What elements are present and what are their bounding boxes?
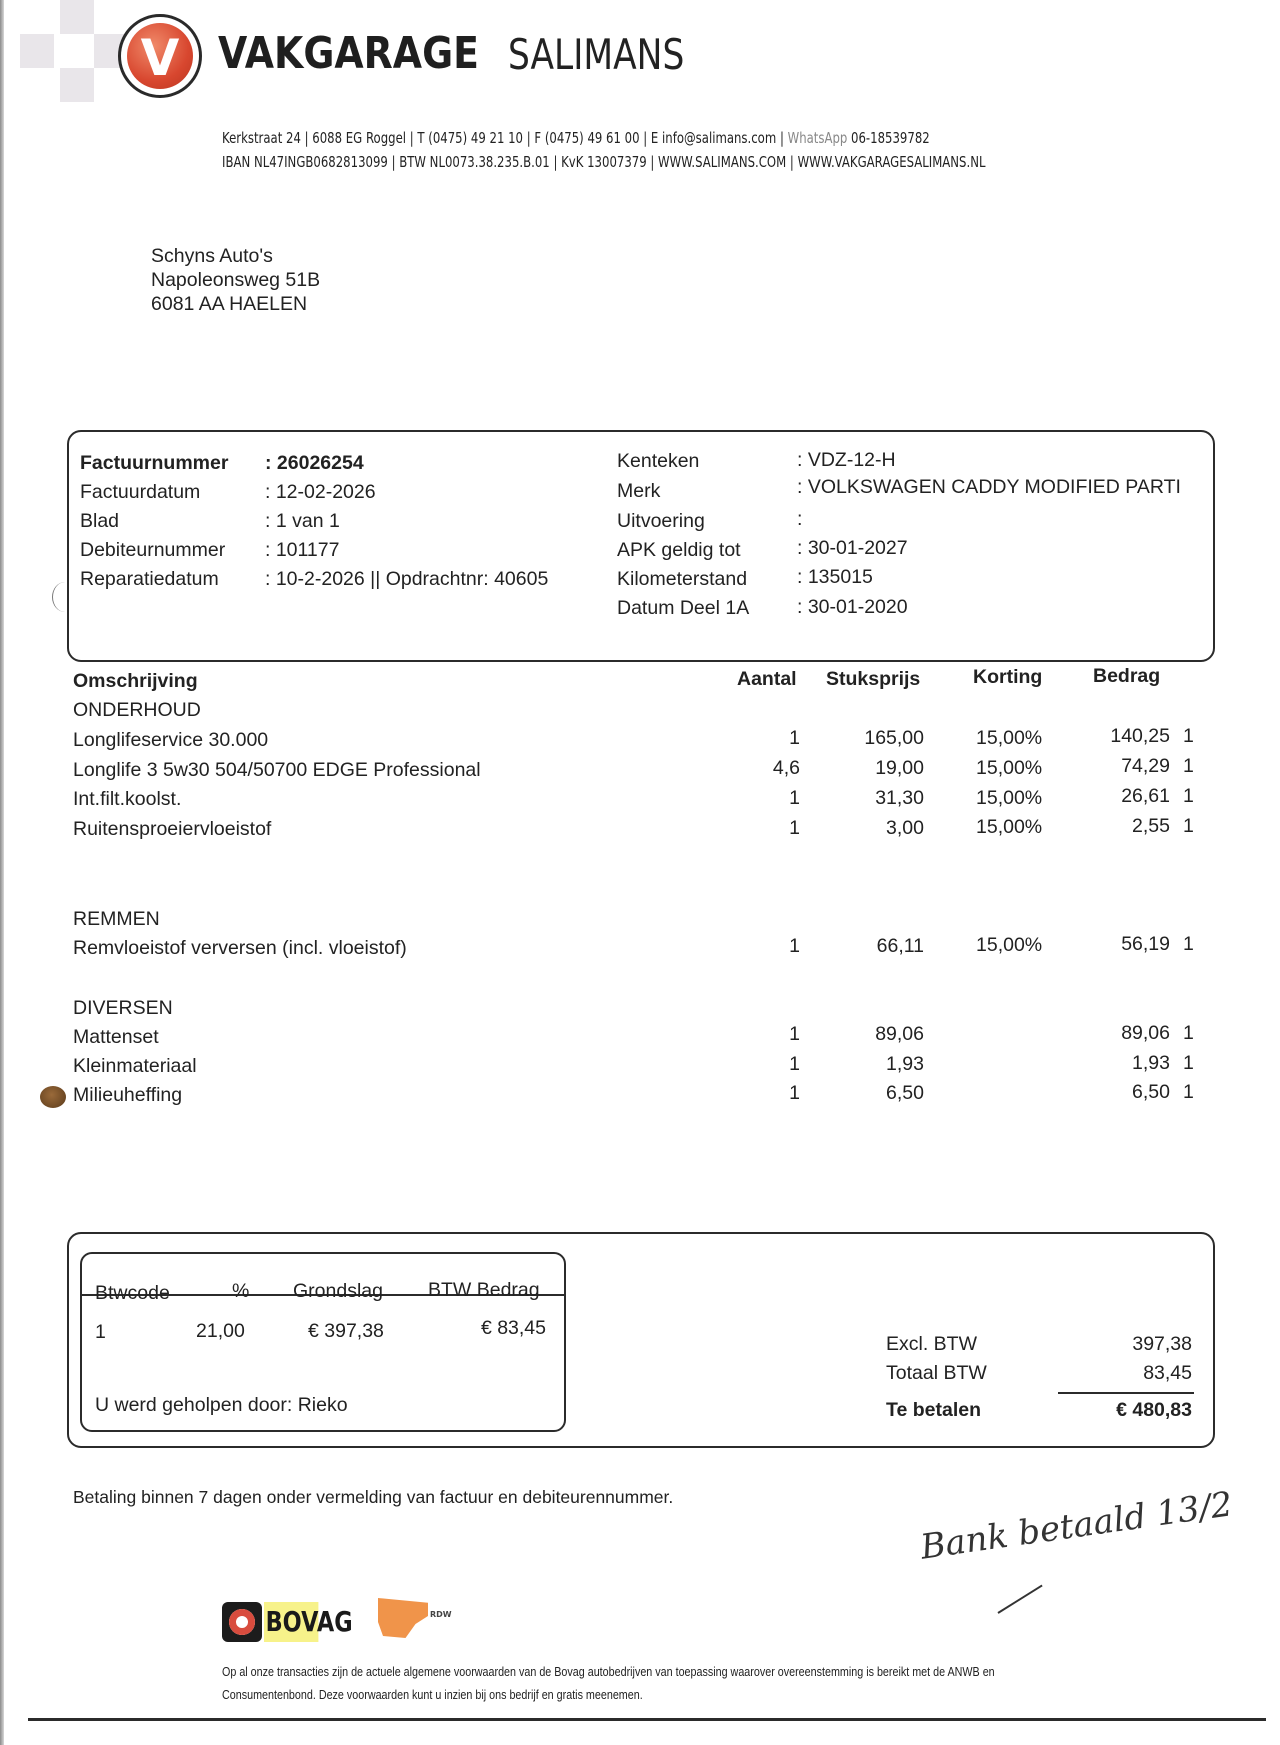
recipient-name: Schyns Auto's: [151, 245, 273, 267]
company-logo-icon: V: [118, 14, 202, 98]
margin-pen-mark: [52, 582, 78, 612]
row-unit-price: 66,11: [876, 935, 924, 957]
row-description: Longlife 3 5w30 504/50700 EDGE Professional: [73, 759, 481, 781]
row-quantity: 1: [789, 1082, 800, 1104]
mileage-label: Kilometerstand: [617, 568, 748, 590]
coffee-stain: [40, 1086, 66, 1108]
section-title: DIVERSEN: [73, 997, 173, 1019]
row-description: Kleinmateriaal: [73, 1055, 197, 1077]
vat-row-amount: € 83,45: [480, 1317, 546, 1339]
license-plate-label: Kenteken: [617, 450, 700, 472]
make-value: : VOLKSWAGEN CADDY MODIFIED PARTI: [797, 476, 1181, 498]
recipient-city: 6081 AA HAELEN: [151, 293, 308, 315]
row-unit-price: 6,50: [886, 1082, 924, 1104]
terms-line-1: Op al onze transacties zijn de actuele algemene voorwaarden van de Bovag autobedrijven van toepassing waarover overeenstemming is bereikt met de ANWB en: [222, 1665, 995, 1679]
rdw-logo: RDW: [378, 1598, 458, 1642]
terms-line-2: Consumentenbond. Deze voorwaarden kunt u inzien bij ons bedrijf en gratis meenemen.: [222, 1688, 643, 1702]
row-amount: 140,25: [1110, 725, 1170, 747]
row-description: Milieuheffing: [73, 1084, 183, 1106]
vat-header-code: Btwcode: [95, 1282, 170, 1304]
make-label: Merk: [617, 480, 661, 502]
row-vat-code: 1: [1183, 815, 1194, 837]
handwritten-paid-note: [918, 1484, 1235, 1638]
paper-edge: [0, 0, 4, 1745]
company-contact-line-2: IBAN NL47INGB0682813099 | BTW NL0073.38.235.B.01 | KvK 13007379 | WWW.SALIMANS.COM | WWW.VAKGARAGESALIMANS.NL: [222, 153, 986, 171]
rdw-emblem-icon: [378, 1598, 428, 1638]
row-amount: 6,50: [1132, 1081, 1170, 1103]
company-contact-line-1: Kerkstraat 24 | 6088 EG Roggel | T (0475) 49 21 10 | F (0475) 49 61 00 | E info@salimans.com | WhatsApp 06-18539782: [222, 129, 930, 147]
excl-vat-value: 397,38: [1132, 1333, 1192, 1355]
row-unit-price: 19,00: [875, 757, 924, 779]
amount-due-value: € 480,83: [1116, 1399, 1192, 1421]
total-vat-value: 83,45: [1143, 1362, 1192, 1384]
excl-vat-label: Excl. BTW: [886, 1333, 977, 1355]
row-vat-code: 1: [1183, 1081, 1194, 1103]
registration-date-value: : 30-01-2020: [797, 596, 908, 618]
company-brand-suffix: SALIMANS: [508, 30, 685, 79]
col-header-description: Omschrijving: [73, 670, 198, 692]
company-brand-name: VAKGARAGE: [218, 28, 480, 79]
col-header-quantity: Aantal: [737, 668, 797, 690]
handwritten-paid-note-text: Bank betaald 13/2: [918, 1484, 1235, 1568]
amount-due-label: Te betalen: [886, 1399, 981, 1421]
row-discount: 15,00%: [976, 757, 1043, 779]
section-title: ONDERHOUD: [73, 699, 201, 721]
row-amount: 74,29: [1121, 755, 1170, 777]
row-quantity: 1: [789, 787, 800, 809]
vat-header-base: Grondslag: [293, 1280, 383, 1302]
row-amount: 89,06: [1121, 1022, 1170, 1044]
vat-row-base: € 397,38: [308, 1320, 384, 1342]
invoice-number-label: Factuurnummer: [80, 452, 229, 474]
row-unit-price: 3,00: [886, 817, 924, 839]
row-unit-price: 89,06: [875, 1023, 924, 1045]
version-value: :: [797, 508, 803, 530]
vat-header-amount: BTW Bedrag: [428, 1279, 540, 1301]
row-vat-code: 1: [1183, 1052, 1194, 1074]
mileage-value: : 135015: [797, 566, 873, 588]
row-amount: 56,19: [1121, 933, 1170, 955]
bottom-divider: [28, 1718, 1266, 1721]
row-unit-price: 165,00: [864, 727, 924, 749]
apk-valid-value: : 30-01-2027: [797, 537, 908, 559]
col-header-unit-price: Stuksprijs: [826, 668, 921, 690]
total-vat-label: Totaal BTW: [886, 1362, 987, 1384]
invoice-date-label: Factuurdatum: [80, 481, 201, 503]
row-amount: 2,55: [1132, 815, 1170, 837]
vat-header-percent: %: [232, 1280, 250, 1302]
section-title: REMMEN: [73, 908, 160, 930]
recipient-address: [151, 244, 320, 316]
invoice-date-value: : 12-02-2026: [265, 481, 376, 503]
col-header-amount: Bedrag: [1093, 665, 1161, 687]
row-description: Int.filt.koolst.: [73, 788, 182, 810]
page-label: Blad: [80, 510, 120, 532]
row-discount: 15,00%: [976, 787, 1043, 809]
row-quantity: 1: [789, 1053, 800, 1075]
version-label: Uitvoering: [617, 510, 705, 532]
row-vat-code: 1: [1183, 785, 1194, 807]
row-discount: 15,00%: [976, 727, 1043, 749]
vat-row-code: 1: [95, 1321, 106, 1343]
page-value: : 1 van 1: [265, 510, 340, 532]
row-description: Longlifeservice 30.000: [73, 729, 269, 751]
apk-valid-label: APK geldig tot: [617, 539, 741, 561]
row-vat-code: 1: [1183, 755, 1194, 777]
debtor-number-label: Debiteurnummer: [80, 539, 226, 561]
row-unit-price: 31,30: [875, 787, 924, 809]
row-amount: 26,61: [1121, 785, 1170, 807]
row-description: Ruitensproeiervloeistof: [73, 818, 272, 840]
row-description: Mattenset: [73, 1026, 159, 1048]
row-vat-code: 1: [1183, 1022, 1194, 1044]
row-vat-code: 1: [1183, 725, 1194, 747]
row-quantity: 1: [789, 727, 800, 749]
repair-date-value: : 10-2-2026 || Opdrachtnr: 40605: [265, 568, 549, 590]
registration-date-label: Datum Deel 1A: [617, 597, 750, 619]
payment-note: Betaling binnen 7 dagen onder vermelding van factuur en debiteurennummer.: [73, 1487, 674, 1507]
row-quantity: 1: [789, 1023, 800, 1045]
debtor-number-value: : 101177: [265, 539, 340, 561]
vat-row-percent: 21,00: [196, 1320, 245, 1342]
row-quantity: 1: [789, 935, 800, 957]
repair-date-label: Reparatiedatum: [80, 568, 219, 590]
total-divider: [1058, 1392, 1194, 1394]
row-discount: 15,00%: [976, 816, 1043, 838]
row-vat-code: 1: [1183, 933, 1194, 955]
invoice-number-value: : 26026254: [265, 452, 364, 474]
bovag-logo: BOVAG: [222, 1602, 332, 1642]
row-quantity: 1: [789, 817, 800, 839]
helped-by: U werd geholpen door: Rieko: [95, 1394, 348, 1416]
row-description: Remvloeistof verversen (incl. vloeistof): [73, 937, 407, 959]
recipient-street: Napoleonsweg 51B: [151, 269, 321, 291]
row-quantity: 4,6: [772, 757, 800, 779]
bovag-emblem-icon: [222, 1602, 262, 1642]
row-amount: 1,93: [1132, 1052, 1170, 1074]
row-unit-price: 1,93: [886, 1053, 924, 1075]
handwritten-underline: [997, 1585, 1042, 1614]
license-plate-value: : VDZ-12-H: [797, 449, 896, 471]
col-header-discount: Korting: [973, 666, 1043, 688]
row-discount: 15,00%: [976, 934, 1043, 956]
